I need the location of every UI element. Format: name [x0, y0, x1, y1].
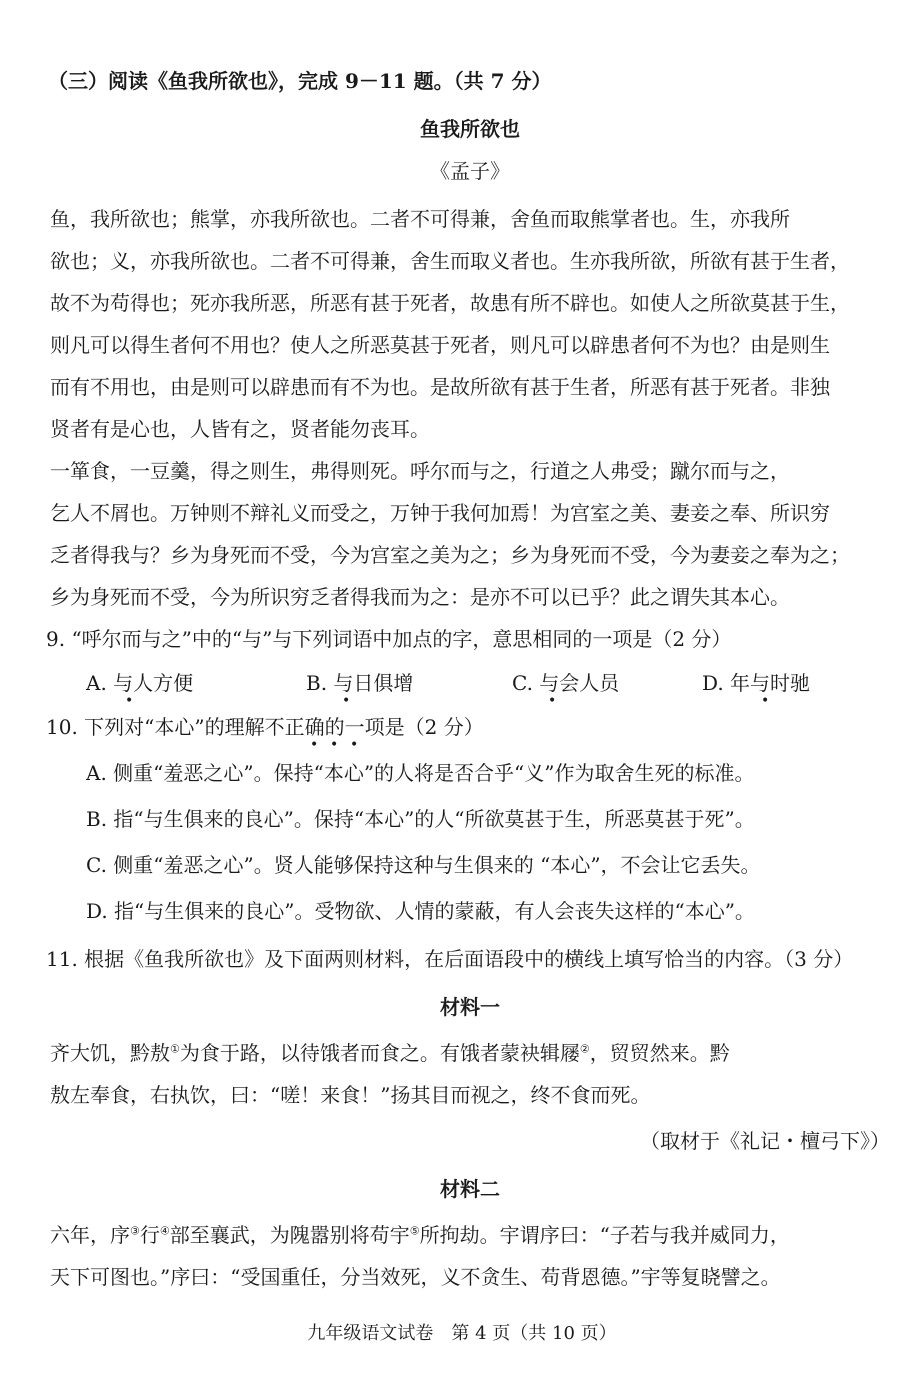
emphasis-dot: • — [761, 693, 770, 709]
footnote-marker: ③ — [130, 1224, 140, 1238]
emphasis-dot: • — [330, 737, 339, 753]
footnote-marker: ⑤ — [409, 1224, 420, 1238]
material-1-title: 材料一 — [440, 995, 500, 1019]
question-9-option-d: D. 年与时驰 — [702, 671, 811, 695]
emphasis-dot: • — [350, 737, 359, 753]
question-10-option-a: A. 侧重“羞恶之心”。保持“本心”的人将是否合乎“义”作为取舍生死的标准。 — [86, 761, 755, 785]
passage-line: 贤者有是心也，人皆有之，贤者能勿丧耳。 — [50, 417, 430, 441]
passage-line: 欲也；义，亦我所欲也。二者不可得兼，舍生而取义者也。生亦我所欲，所欲有甚于生者， — [50, 249, 850, 273]
passage-line: 故不为苟得也；死亦我所恶，所恶有甚于死者，故患有所不辟也。如使人之所欲莫甚于生， — [50, 291, 850, 315]
emphasis-dot: • — [548, 693, 557, 709]
question-10-option-d: D. 指“与生俱来的良心”。受物欲、人情的蒙蔽，有人会丧失这样的“本心”。 — [86, 899, 755, 923]
material-2-line-1: 六年，序③行④部至襄武，为隗嚣别将苟宇⑤所拘劫。宇谓序曰：“子若与我并威同力， — [50, 1223, 790, 1247]
emphasis-dot: • — [310, 737, 319, 753]
question-10-option-b: B. 指“与生俱来的良心”。保持“本心”的人“所欲莫甚于生，所恶莫甚于死”。 — [86, 807, 755, 831]
question-9-option-c: C. 与会人员 — [512, 671, 620, 695]
emphasis-dot: • — [342, 693, 351, 709]
section-header: （三）阅读《鱼我所欲也》，完成 9－11 题。（共 7 分） — [48, 69, 552, 93]
passage-line: 乡为身死而不受，今为所识穷乏者得我而为之：是亦不可以已乎？此之谓失其本心。 — [50, 585, 790, 609]
footnote-marker: ④ — [159, 1224, 170, 1238]
material-1-source: （取材于《礼记・檀弓下》） — [640, 1129, 890, 1153]
question-9-option-a: A. 与人方便 — [86, 671, 194, 695]
passage-line: 则凡可以得生者何不用也？使人之所恶莫甚于死者，则凡可以辟患者何不为也？由是则生 — [50, 333, 830, 357]
material-1-line-2: 敖左奉食，右执饮，曰：“嗟！来食！”扬其目而视之，终不食而死。 — [50, 1083, 651, 1107]
question-10-option-c: C. 侧重“羞恶之心”。贤人能够保持这种与生俱来的 “本心”，不会让它丢失。 — [86, 853, 761, 877]
footnote-marker: ② — [579, 1042, 590, 1056]
question-10-stem: 10. 下列对“本心”的理解不正确的一项是（2 分） — [46, 715, 484, 739]
passage-source: 《孟子》 — [430, 159, 510, 183]
material-1-line-1: 齐大饥，黔敖①为食于路，以待饿者而食之。有饿者蒙袂辑屦②，贸贸然来。黔 — [50, 1041, 730, 1065]
passage-line: 鱼，我所欲也；熊掌，亦我所欲也。二者不可得兼，舍鱼而取熊掌者也。生，亦我所 — [50, 207, 790, 231]
passage-line: 乞人不屑也。万钟则不辩礼义而受之，万钟于我何加焉！为宫室之美、妻妾之奉、所识穷 — [50, 501, 830, 525]
question-11-stem: 11. 根据《鱼我所欲也》及下面两则材料，在后面语段中的横线上填写恰当的内容。（3 分） — [46, 947, 854, 971]
footnote-marker: ① — [170, 1042, 180, 1056]
passage-line: 乏者得我与？乡为身死而不受，今为宫室之美为之；乡为身死而不受，今为妻妾之奉为之； — [50, 543, 850, 567]
passage-line: 一箪食，一豆羹，得之则生，弗得则死。呼尔而与之，行道之人弗受；蹴尔而与之， — [50, 459, 790, 483]
material-2-line-2: 天下可图也。”序曰：“受国重任，分当效死，义不贪生、苟背恩德。”宇等复晓譬之。 — [50, 1265, 781, 1289]
material-2-title: 材料二 — [440, 1177, 500, 1201]
page-footer: 九年级语文试卷 第 4 页（共 10 页） — [307, 1323, 617, 1344]
passage-line: 而有不用也，由是则可以辟患而有不为也。是故所欲有甚于生者，所恶有甚于死者。非独 — [50, 375, 830, 399]
emphasis-dot: • — [125, 693, 134, 709]
question-9-option-b: B. 与日俱增 — [306, 671, 414, 695]
passage-title: 鱼我所欲也 — [420, 117, 520, 141]
question-9-stem: 9. “呼尔而与之”中的“与”与下列词语中加点的字，意思相同的一项是（2 分） — [46, 627, 732, 651]
